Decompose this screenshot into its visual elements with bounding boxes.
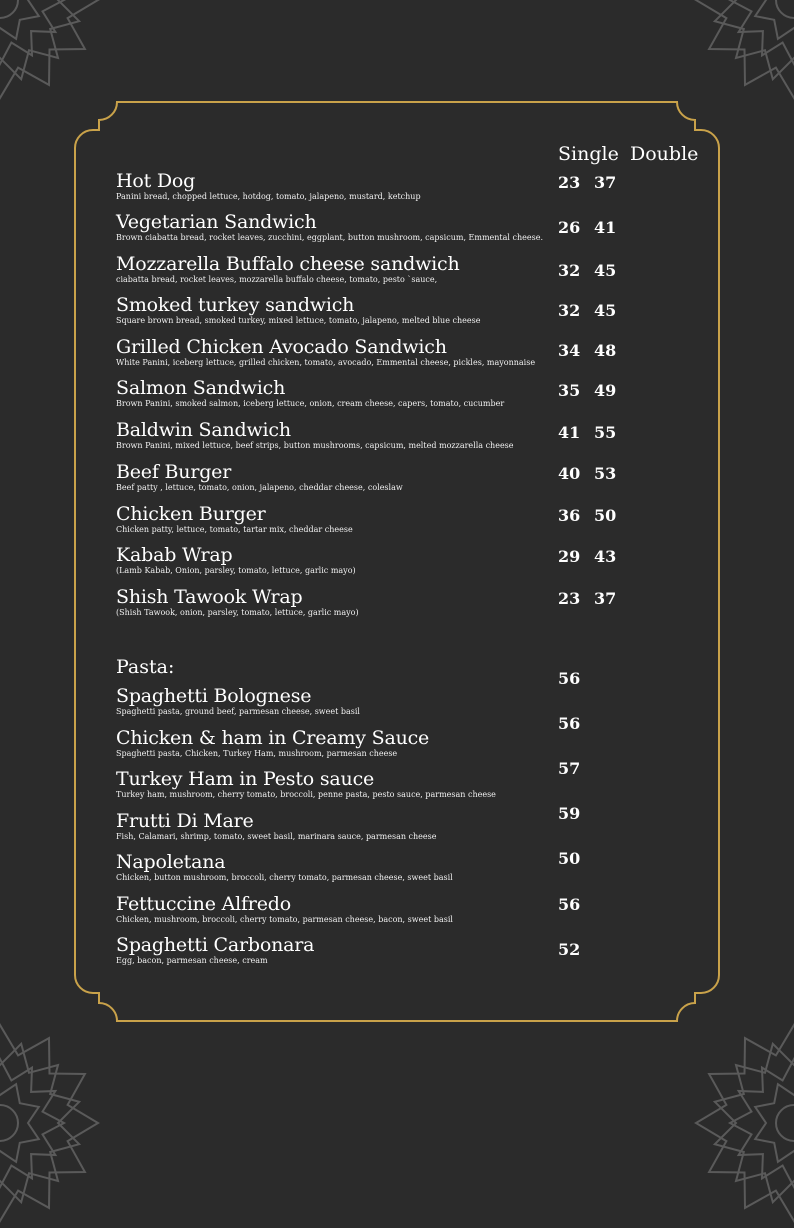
item-description: Panini bread, chopped lettuce, hotdog, tomato, jalapeno, mustard, ketchup [116, 192, 421, 201]
price: 56 [558, 669, 581, 688]
item-description: Turkey ham, mushroom, cherry tomato, broccoli, penne pasta, pesto sauce, parmesan cheese [116, 790, 496, 799]
price-double: 48 [594, 341, 617, 360]
price-single: 36 [558, 506, 581, 525]
item-description: Beef patty , lettuce, tomato, onion, jalapeno, cheddar cheese, coleslaw [116, 483, 403, 492]
price-double: 45 [594, 261, 617, 280]
item-description: Fish, Calamari, shrimp, tomato, sweet basil, marinara sauce, parmesan cheese [116, 832, 437, 841]
price-single: 26 [558, 218, 581, 237]
column-header-double: Double [630, 143, 699, 165]
price-single: 32 [558, 261, 581, 280]
price-double: 43 [594, 547, 617, 566]
item-name: Vegetarian Sandwich [116, 211, 317, 233]
item-description: Square brown bread, smoked turkey, mixed lettuce, tomato, jalapeno, melted blue cheese [116, 316, 481, 325]
price-double: 45 [594, 301, 617, 320]
item-name: Kabab Wrap [116, 544, 233, 566]
price-single: 34 [558, 341, 581, 360]
item-description: Egg, bacon, parmesan cheese, cream [116, 956, 268, 965]
item-description: Brown Panini, mixed lettuce, beef strips, button mushrooms, capsicum, melted mozzarella cheese [116, 441, 514, 450]
item-description: (Lamb Kabab, Onion, parsley, tomato, lettuce, garlic mayo) [116, 566, 356, 575]
price-single: 29 [558, 547, 581, 566]
item-description: ciabatta bread, rocket leaves, mozzarella buffalo cheese, tomato, pesto `sauce, [116, 275, 438, 284]
item-name: Chicken Burger [116, 503, 266, 525]
item-name: Smoked turkey sandwich [116, 294, 355, 316]
item-description: Brown Panini, smoked salmon, iceberg lettuce, onion, cream cheese, capers, tomato, cucumber [116, 399, 505, 408]
price-single: 23 [558, 173, 581, 192]
price-single: 41 [558, 423, 581, 442]
price-single: 35 [558, 381, 581, 400]
price-double: 53 [594, 464, 617, 483]
price-double: 50 [594, 506, 617, 525]
item-name: Hot Dog [116, 170, 196, 192]
price-single: 40 [558, 464, 581, 483]
item-name: Spaghetti Bolognese [116, 685, 312, 707]
pasta-section-title: Pasta: [116, 656, 175, 678]
column-header-single: Single [558, 143, 619, 165]
price-double: 41 [594, 218, 617, 237]
price: 56 [558, 895, 581, 914]
price: 50 [558, 849, 581, 868]
item-name: Shish Tawook Wrap [116, 586, 303, 608]
item-name: Salmon Sandwich [116, 377, 286, 399]
item-name: Beef Burger [116, 461, 232, 483]
item-description: Chicken patty, lettuce, tomato, tartar mix, cheddar cheese [116, 525, 353, 534]
price-single: 32 [558, 301, 581, 320]
price: 56 [558, 714, 581, 733]
item-name: Fettuccine Alfredo [116, 893, 291, 915]
item-description: Chicken, button mushroom, broccoli, cherry tomato, parmesan cheese, sweet basil [116, 873, 453, 882]
item-description: (Shish Tawook, onion, parsley, tomato, lettuce, garlic mayo) [116, 608, 359, 617]
menu-item [116, 685, 656, 717]
price-double: 37 [594, 173, 617, 192]
item-description: Spaghetti pasta, ground beef, parmesan cheese, sweet basil [116, 707, 360, 716]
price: 52 [558, 940, 581, 959]
item-description: White Panini, iceberg lettuce, grilled chicken, tomato, avocado, Emmental cheese, pickles, mayonnaise [116, 358, 536, 367]
price-double: 37 [594, 589, 617, 608]
price-double: 49 [594, 381, 617, 400]
item-name: Frutti Di Mare [116, 810, 254, 832]
item-description: Spaghetti pasta, Chicken, Turkey Ham, mushroom, parmesan cheese [116, 749, 398, 758]
item-name: Chicken & ham in Creamy Sauce [116, 727, 430, 749]
item-name: Napoletana [116, 851, 226, 873]
item-name: Baldwin Sandwich [116, 419, 291, 441]
item-description: Chicken, mushroom, broccoli, cherry tomato, parmesan cheese, bacon, sweet basil [116, 915, 453, 924]
item-name: Grilled Chicken Avocado Sandwich [116, 336, 447, 358]
item-name: Mozzarella Buffalo cheese sandwich [116, 253, 460, 275]
price-double: 55 [594, 423, 617, 442]
item-description: Brown ciabatta bread, rocket leaves, zucchini, eggplant, button mushroom, capsicum, Emmental cheese. [116, 233, 543, 242]
price-single: 23 [558, 589, 581, 608]
item-name: Spaghetti Carbonara [116, 934, 315, 956]
item-name: Turkey Ham in Pesto sauce [116, 768, 375, 790]
price: 59 [558, 804, 581, 823]
price: 57 [558, 759, 581, 778]
